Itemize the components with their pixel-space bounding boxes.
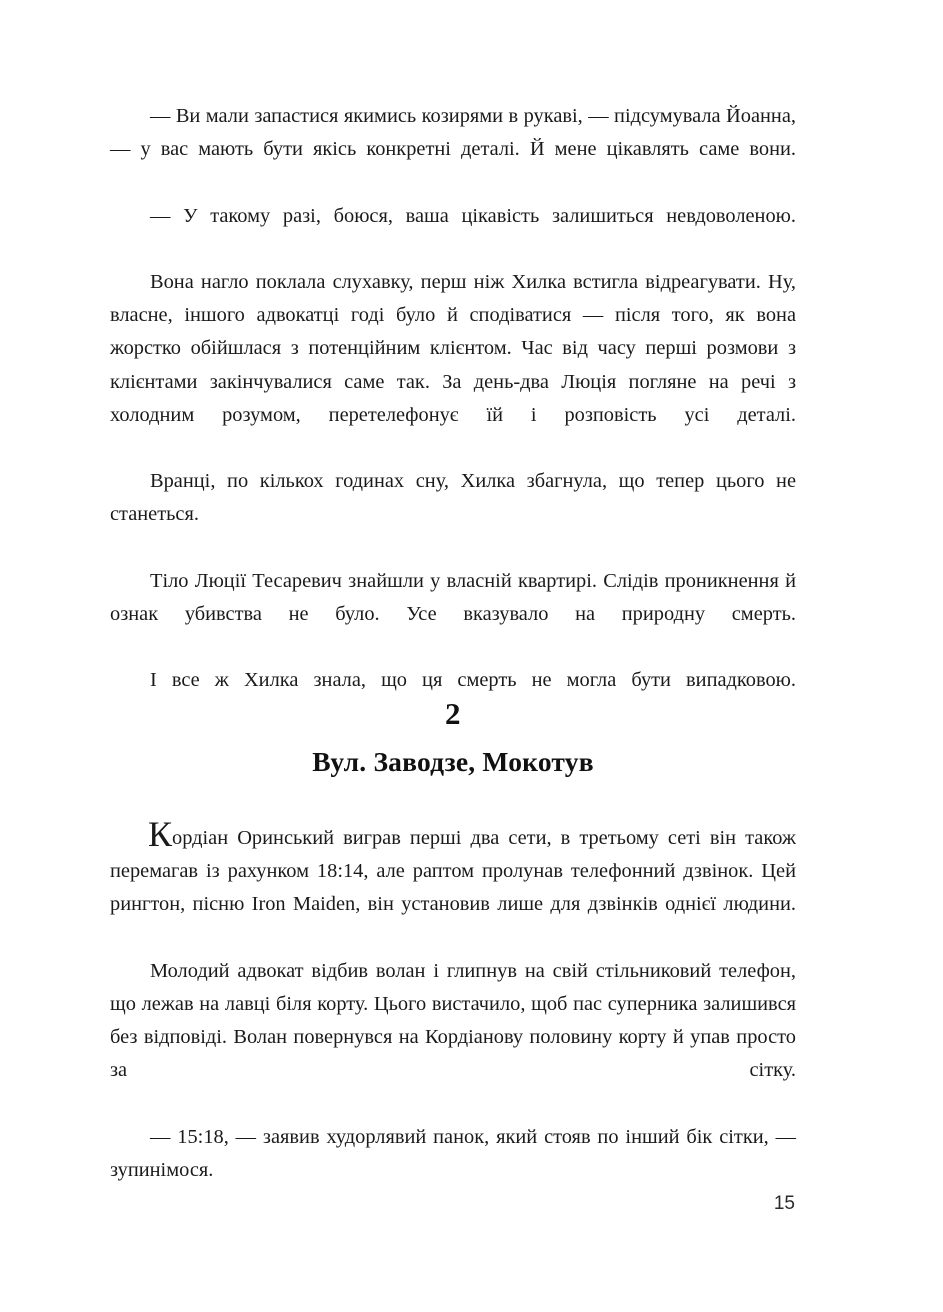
drop-cap-initial: К [148,814,173,854]
paragraph-text: ордіан Оринський виграв перші два сети, в третьому сеті він також перемагав із рахунком 18:14, але раптом пролунав телефонний дзвінок. Цей рингтон, пісню Iron Maiden, він установив лише для дзвінків однієї людини. [110,827,796,916]
section-one-text-block [110,100,796,731]
paragraph: — 15:18, — заявив худорлявий панок, який стояв по інший бік сітки, — зупинімося. [110,1125,796,1182]
paragraph: Вранці, по кількох годинах сну, Хилка збагнула, що тепер цього не станеться. [110,470,796,526]
paragraph: — У такому разі, боюся, ваша цікавість залишиться невдоволеною. [150,204,796,227]
chapter-text-block [110,814,796,1220]
paragraph: Тіло Люції Тесаревич знайшли у власній квартирі. Слідів проникнення й ознак убивства не було. Усе вказувало на природну смерть. [110,569,796,626]
page-number: 15 [773,1193,795,1214]
paragraph: — Ви мали запастися якимись козирями в рукаві, — підсумувала Йоанна, — у вас мають бути якісь конкретні деталі. Й мене цікавлять саме вони. [110,105,796,161]
paragraph: Вона нагло поклала слухавку, перш ніж Хилка встигла відреагувати. Ну, власне, іншого адвокатці годі було й сподіватися — після того, як вона жорстко обійшлася з потенційним клієнтом. Час від часу перші розмови з клієнтами закінчувалися саме так. За день-два Люція погляне на речі з холодним розумом, перетелефонує їй і розповість усі деталі. [110,271,796,426]
paragraph: І все ж Хилка знала, що ця смерть не могла бути випадковою. [150,669,796,692]
paragraph-with-initial [110,814,796,955]
paragraph: Молодий адвокат відбив волан і глипнув на свій стільниковий телефон, що лежав на лавці біля корту. Цього вистачило, щоб пас суперника залишився без відповіді. Волан повернувся на Кордіанову половину корту й упав просто за сітку. [110,959,796,1082]
chapter-number: 2 [445,696,461,731]
chapter-heading [110,696,796,779]
chapter-title: Вул. Заводзе, Мокотув [312,746,594,777]
